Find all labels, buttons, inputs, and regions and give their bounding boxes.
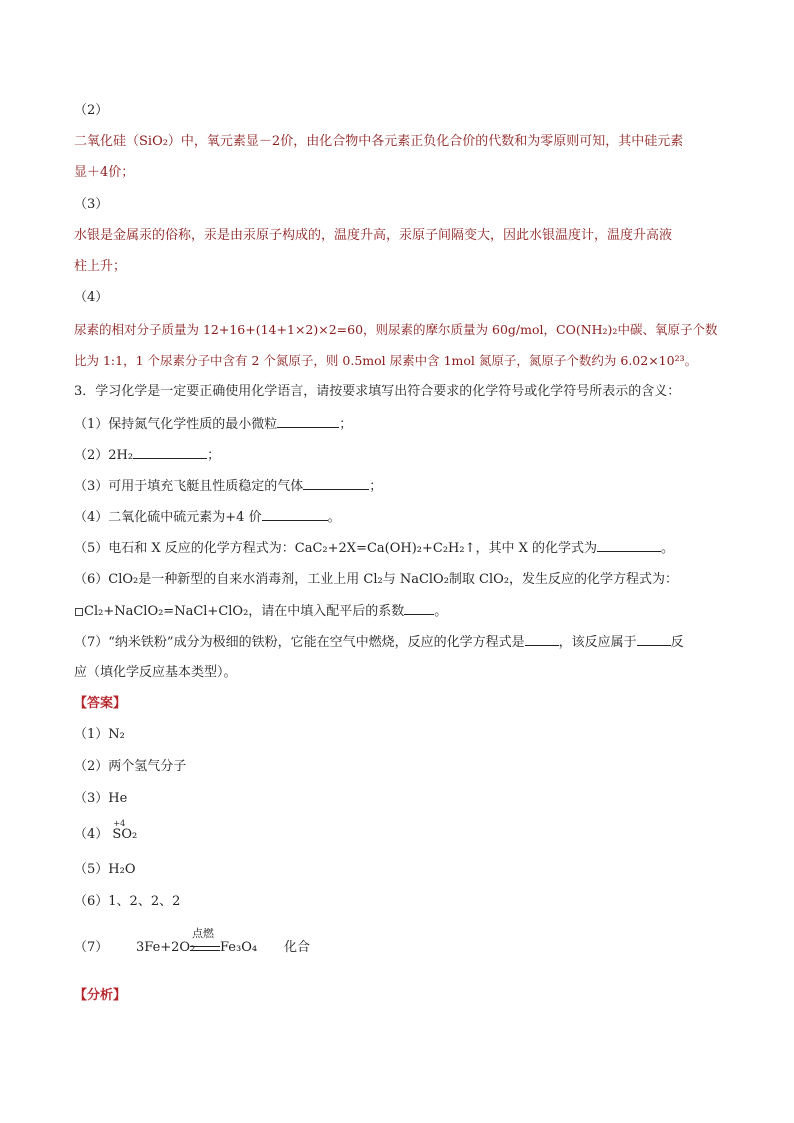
question-3-2: [74, 446, 220, 465]
question-3-2-text: （2）2H₂: [74, 448, 134, 463]
question-3-6-line-1: （6）ClO₂是一种新型的自来水消毒剂，工业上用 Cl₂与 NaClO₂制取 ClO₂，发生反应的化学方程式为：: [74, 572, 679, 587]
question-3-6-line-2-text: Cl₂+NaClO₂=NaCl+ClO₂，请在中填入配平后的系数: [84, 604, 405, 619]
answer-blank[interactable]: [404, 602, 434, 615]
question-3-5: [74, 539, 674, 558]
answer-4-formula-group: [112, 819, 146, 844]
question-3-7-line-2: 应（填化学反应基本类型）。: [74, 665, 237, 680]
question-3-7-line-1: [74, 633, 684, 652]
question-3-7-text-b: ，该反应属于: [558, 635, 637, 650]
answer-header: 【答案】: [74, 696, 127, 711]
answer-7-equals-sign: [190, 946, 220, 951]
question-3-4-text: （4）二氧化硫中硫元素为+4 价: [74, 510, 262, 525]
answer-7-label: （7）: [74, 940, 109, 955]
part-2-label: （2）: [74, 103, 109, 118]
analysis-header: 【分析】: [74, 988, 127, 1003]
question-3-5-text: （5）电石和 X 反应的化学方程式为：CaC₂+2X=Ca(OH)₂+C₂H₂↑，其中 X 的化学式为: [74, 541, 598, 556]
answer-4-valence: +4: [113, 819, 126, 828]
answer-2: （2）两个氢气分子: [74, 759, 187, 774]
answer-7-reactants: 3Fe+2O₂: [136, 940, 196, 955]
question-3-1-text: （1）保持氮气化学性质的最小微粒: [74, 417, 278, 432]
question-3-2-sep: ；: [207, 448, 221, 463]
answer-blank[interactable]: [525, 633, 559, 646]
part-3-text-line-2: 柱上升；: [74, 259, 127, 274]
question-3-7-text-c: 反: [670, 635, 684, 650]
question-3-6-line-2: [74, 602, 447, 621]
answer-blank[interactable]: [597, 539, 661, 552]
question-3-1: [74, 415, 352, 434]
answer-blank[interactable]: [262, 508, 328, 521]
answer-7: [74, 927, 374, 963]
question-3-4: [74, 508, 341, 527]
answer-blank[interactable]: [303, 477, 369, 490]
question-3-5-sep: 。: [661, 541, 675, 556]
question-3-3-text: （3）可用于填充飞艇且性质稳定的气体: [74, 479, 304, 494]
answer-1: （1）N₂: [74, 727, 125, 742]
answer-3: （3）He: [74, 791, 128, 806]
answer-blank[interactable]: [637, 633, 671, 646]
part-4-label: （4）: [74, 290, 109, 305]
answer-7-products: Fe₃O₄: [220, 940, 258, 955]
part-3-text-line-1: 水银是金属汞的俗称，汞是由汞原子构成的，温度升高，汞原子间隔变大，因此水银温度计，温度升高液: [74, 228, 673, 243]
answer-blank[interactable]: [133, 446, 207, 459]
answer-7-condition: 点燃: [192, 927, 214, 940]
question-3-6-sep: 。: [434, 604, 448, 619]
part-2-text-line-1: 二氧化硅（SiO₂）中，氧元素显－2价，由化合物中各元素正负化合价的代数和为零原则可知，其中硅元素: [74, 134, 684, 149]
part-2-text-line-2: 显＋4价；: [74, 165, 135, 180]
question-3-3: [74, 477, 382, 496]
answer-4-label: （4）: [74, 827, 109, 842]
empty-box-icon: [75, 608, 83, 616]
answer-4: [74, 819, 146, 844]
question-3-4-sep: 。: [327, 510, 341, 525]
answer-4-formula: SO₂: [112, 827, 138, 842]
answer-7-type: 化合: [284, 940, 311, 955]
question-3-1-sep: ；: [339, 417, 353, 432]
answer-5: （5）H₂O: [74, 862, 136, 877]
answer-6: （6）1、2、2、2: [74, 894, 181, 909]
question-3-3-sep: ；: [369, 479, 383, 494]
part-4-text-line-1: 尿素的相对分子质量为 12+16+(14+1×2)×2=60，则尿素的摩尔质量为 60g/mol，CO(NH₂)₂中碳、氧原子个数: [74, 322, 718, 337]
answer-blank[interactable]: [277, 415, 339, 428]
part-4-text-line-2: 比为 1:1，1 个尿素分子中含有 2 个氮原子，则 0.5mol 尿素中含 1mol 氮原子，氮原子个数约为 6.02×10²³。: [74, 353, 698, 368]
part-3-label: （3）: [74, 197, 109, 212]
question-3-stem: 3．学习化学是一定要正确使用化学语言，请按要求填写出符合要求的化学符号或化学符号所表示的含义：: [74, 384, 681, 399]
question-3-7-text-a: （7）“纳米铁粉”成分为极细的铁粉，它能在空气中燃烧，反应的化学方程式是: [74, 635, 525, 650]
